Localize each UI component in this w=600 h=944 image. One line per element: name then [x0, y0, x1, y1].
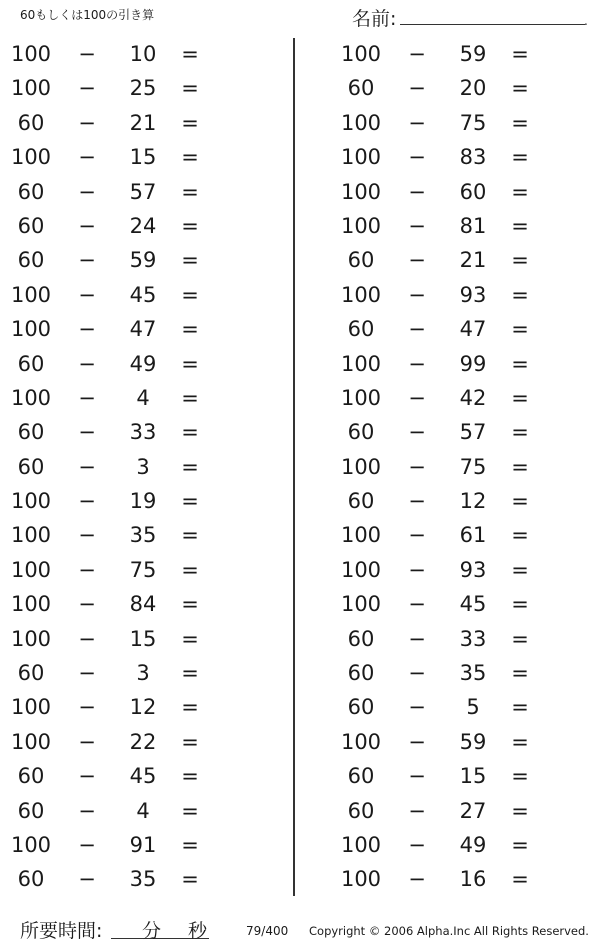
minuend: 100: [340, 729, 382, 754]
name-label: 名前:: [352, 8, 397, 30]
minuend: 100: [10, 832, 52, 857]
minuend: 100: [340, 351, 382, 376]
problem-row: [0, 175, 250, 209]
copyright-notice: Copyright © 2006 Alpha.Inc All Rights Reserved.: [309, 924, 589, 938]
problem-row: [0, 587, 250, 621]
equals-sign: =: [511, 661, 529, 686]
problem-row: [330, 106, 580, 140]
problem-row: [0, 37, 250, 71]
problem-row: [0, 415, 250, 449]
equals-sign: =: [511, 76, 529, 101]
problem-row: [330, 278, 580, 312]
problem-row: [330, 37, 580, 71]
minuend: 100: [340, 179, 382, 204]
subtrahend: 59: [459, 42, 487, 66]
equals-sign: =: [181, 661, 199, 686]
minuend: 100: [340, 42, 382, 66]
subtrahend: 16: [459, 867, 487, 892]
minus-sign: −: [408, 626, 426, 651]
subtrahend: 3: [136, 661, 150, 686]
minus-sign: −: [408, 213, 426, 238]
problem-row: [330, 656, 580, 690]
problem-row: [0, 656, 250, 690]
subtrahend: 21: [129, 110, 157, 135]
equals-sign: =: [511, 110, 529, 135]
equals-sign: =: [511, 351, 529, 376]
subtrahend: 33: [129, 420, 157, 445]
problem-column-right: [330, 37, 580, 897]
equals-sign: =: [511, 420, 529, 445]
subtrahend: 59: [129, 248, 157, 273]
equals-sign: =: [181, 764, 199, 789]
time-label: 所要時間:: [20, 920, 103, 942]
problem-row: [330, 725, 580, 759]
minuend: 100: [10, 145, 52, 170]
minus-sign: −: [78, 695, 96, 720]
problem-row: [330, 553, 580, 587]
minus-sign: −: [78, 42, 96, 66]
problem-row: [330, 175, 580, 209]
minuend: 100: [10, 626, 52, 651]
problem-row: [0, 553, 250, 587]
minus-sign: −: [408, 867, 426, 892]
minus-sign: −: [408, 145, 426, 170]
minuend: 100: [10, 695, 52, 720]
minus-sign: −: [78, 592, 96, 617]
minus-sign: −: [78, 729, 96, 754]
minuend: 60: [347, 798, 375, 823]
equals-sign: =: [181, 832, 199, 857]
minus-sign: −: [408, 729, 426, 754]
problem-row: [0, 278, 250, 312]
problem-row: [0, 862, 250, 896]
equals-sign: =: [181, 557, 199, 582]
equals-sign: =: [511, 317, 529, 342]
minuend: 100: [10, 729, 52, 754]
equals-sign: =: [181, 454, 199, 479]
worksheet-title: 60もしくは100の引き算: [20, 8, 155, 22]
minus-sign: −: [78, 145, 96, 170]
equals-sign: =: [511, 764, 529, 789]
minuend: 60: [17, 248, 45, 273]
minuend: 100: [340, 213, 382, 238]
equals-sign: =: [511, 385, 529, 410]
minuend: 60: [347, 76, 375, 101]
equals-sign: =: [181, 351, 199, 376]
minus-sign: −: [78, 523, 96, 548]
equals-sign: =: [511, 454, 529, 479]
problem-row: [0, 347, 250, 381]
minuend: 100: [340, 110, 382, 135]
problem-row: [330, 794, 580, 828]
minutes-unit: 分: [142, 920, 162, 942]
minus-sign: −: [78, 76, 96, 101]
equals-sign: =: [181, 626, 199, 651]
subtrahend: 27: [459, 798, 487, 823]
subtrahend: 61: [459, 523, 487, 548]
minuend: 60: [347, 248, 375, 273]
minuend: 100: [340, 385, 382, 410]
minuend: 100: [340, 832, 382, 857]
problem-row: [330, 243, 580, 277]
equals-sign: =: [181, 213, 199, 238]
subtrahend: 93: [459, 557, 487, 582]
minuend: 100: [10, 317, 52, 342]
minuend: 100: [340, 454, 382, 479]
subtrahend: 35: [459, 661, 487, 686]
problem-row: [330, 587, 580, 621]
minus-sign: −: [78, 626, 96, 651]
minus-sign: −: [408, 489, 426, 514]
equals-sign: =: [511, 729, 529, 754]
minus-sign: −: [408, 764, 426, 789]
problem-row: [0, 794, 250, 828]
equals-sign: =: [511, 867, 529, 892]
problem-row: [0, 312, 250, 346]
problem-row: [0, 622, 250, 656]
equals-sign: =: [181, 385, 199, 410]
problem-row: [330, 450, 580, 484]
equals-sign: =: [511, 145, 529, 170]
problem-row: [0, 725, 250, 759]
equals-sign: =: [511, 592, 529, 617]
equals-sign: =: [511, 282, 529, 307]
subtrahend: 84: [129, 592, 157, 617]
minuend: 100: [340, 282, 382, 307]
minuend: 60: [17, 867, 45, 892]
minuend: 60: [347, 489, 375, 514]
problem-row: [0, 828, 250, 862]
minus-sign: −: [78, 832, 96, 857]
subtrahend: 57: [129, 179, 157, 204]
equals-sign: =: [181, 179, 199, 204]
minus-sign: −: [408, 179, 426, 204]
minuend: 100: [10, 76, 52, 101]
problem-row: [330, 312, 580, 346]
minus-sign: −: [408, 695, 426, 720]
problem-row: [330, 690, 580, 724]
minus-sign: −: [408, 110, 426, 135]
minus-sign: −: [78, 798, 96, 823]
minus-sign: −: [78, 179, 96, 204]
equals-sign: =: [511, 42, 529, 66]
subtrahend: 10: [129, 42, 157, 66]
equals-sign: =: [511, 695, 529, 720]
minus-sign: −: [78, 213, 96, 238]
name-underline: [400, 24, 585, 25]
subtrahend: 47: [129, 317, 157, 342]
equals-sign: =: [511, 832, 529, 857]
minus-sign: −: [78, 282, 96, 307]
subtrahend: 15: [129, 145, 157, 170]
equals-sign: =: [181, 867, 199, 892]
subtrahend: 57: [459, 420, 487, 445]
minuend: 100: [10, 385, 52, 410]
problem-row: [330, 759, 580, 793]
problem-row: [330, 347, 580, 381]
minuend: 100: [10, 557, 52, 582]
equals-sign: =: [181, 592, 199, 617]
minuend: 100: [10, 489, 52, 514]
minuend: 60: [347, 764, 375, 789]
equals-sign: =: [181, 798, 199, 823]
subtrahend: 75: [459, 454, 487, 479]
problem-row: [330, 140, 580, 174]
minus-sign: −: [78, 661, 96, 686]
equals-sign: =: [181, 489, 199, 514]
problem-row: [0, 381, 250, 415]
minuend: 100: [10, 523, 52, 548]
minuend: 60: [17, 351, 45, 376]
subtrahend: 33: [459, 626, 487, 651]
problem-row: [0, 759, 250, 793]
problem-row: [0, 140, 250, 174]
subtrahend: 5: [466, 695, 480, 720]
problem-row: [0, 209, 250, 243]
subtrahend: 47: [459, 317, 487, 342]
minuend: 60: [347, 317, 375, 342]
minus-sign: −: [78, 764, 96, 789]
subtrahend: 12: [459, 489, 487, 514]
minuend: 60: [17, 661, 45, 686]
equals-sign: =: [181, 523, 199, 548]
subtrahend: 4: [136, 385, 150, 410]
minuend: 60: [17, 420, 45, 445]
problem-row: [0, 484, 250, 518]
equals-sign: =: [181, 42, 199, 66]
minus-sign: −: [408, 42, 426, 66]
minus-sign: −: [78, 317, 96, 342]
minuend: 60: [347, 661, 375, 686]
minus-sign: −: [78, 385, 96, 410]
subtrahend: 25: [129, 76, 157, 101]
minus-sign: −: [408, 523, 426, 548]
equals-sign: =: [511, 557, 529, 582]
minuend: 60: [17, 454, 45, 479]
minus-sign: −: [408, 248, 426, 273]
minus-sign: −: [408, 454, 426, 479]
subtrahend: 99: [459, 351, 487, 376]
subtrahend: 35: [129, 523, 157, 548]
minuend: 60: [347, 626, 375, 651]
minus-sign: −: [408, 592, 426, 617]
subtrahend: 60: [459, 179, 487, 204]
problem-row: [0, 450, 250, 484]
problem-row: [330, 381, 580, 415]
page-number: 79/400: [246, 924, 289, 938]
subtrahend: 4: [136, 798, 150, 823]
subtrahend: 42: [459, 385, 487, 410]
minuend: 60: [347, 420, 375, 445]
subtrahend: 3: [136, 454, 150, 479]
minus-sign: −: [78, 351, 96, 376]
minus-sign: −: [408, 385, 426, 410]
minus-sign: −: [78, 489, 96, 514]
equals-sign: =: [511, 626, 529, 651]
minus-sign: −: [78, 557, 96, 582]
problem-column-left: [0, 37, 250, 897]
problem-row: [0, 690, 250, 724]
minus-sign: −: [408, 832, 426, 857]
seconds-unit: 秒: [188, 920, 208, 942]
subtrahend: 49: [129, 351, 157, 376]
name-dot: .: [584, 14, 588, 28]
minuend: 100: [340, 557, 382, 582]
column-divider: [293, 38, 295, 896]
subtrahend: 75: [459, 110, 487, 135]
subtrahend: 59: [459, 729, 487, 754]
problem-row: [330, 622, 580, 656]
problem-row: [0, 243, 250, 277]
minuend: 100: [340, 867, 382, 892]
minuend: 100: [340, 145, 382, 170]
problem-row: [330, 484, 580, 518]
problem-row: [330, 415, 580, 449]
minus-sign: −: [408, 420, 426, 445]
minus-sign: −: [408, 317, 426, 342]
minuend: 100: [340, 523, 382, 548]
minuend: 100: [10, 282, 52, 307]
subtrahend: 20: [459, 76, 487, 101]
equals-sign: =: [181, 420, 199, 445]
subtrahend: 12: [129, 695, 157, 720]
equals-sign: =: [181, 248, 199, 273]
minuend: 60: [17, 213, 45, 238]
minuend: 60: [17, 110, 45, 135]
problem-row: [0, 106, 250, 140]
minus-sign: −: [408, 76, 426, 101]
problem-row: [330, 209, 580, 243]
equals-sign: =: [511, 179, 529, 204]
minuend: 100: [10, 42, 52, 66]
minuend: 100: [340, 592, 382, 617]
minus-sign: −: [78, 248, 96, 273]
minus-sign: −: [408, 661, 426, 686]
equals-sign: =: [181, 145, 199, 170]
problem-row: [330, 518, 580, 552]
subtrahend: 45: [129, 764, 157, 789]
problem-row: [330, 862, 580, 896]
minuend: 100: [10, 592, 52, 617]
subtrahend: 24: [129, 213, 157, 238]
minus-sign: −: [408, 798, 426, 823]
equals-sign: =: [511, 489, 529, 514]
problem-row: [330, 71, 580, 105]
subtrahend: 21: [459, 248, 487, 273]
minus-sign: −: [408, 351, 426, 376]
equals-sign: =: [181, 317, 199, 342]
equals-sign: =: [181, 110, 199, 135]
equals-sign: =: [511, 248, 529, 273]
minus-sign: −: [78, 420, 96, 445]
equals-sign: =: [181, 282, 199, 307]
minuend: 60: [17, 764, 45, 789]
subtrahend: 45: [459, 592, 487, 617]
subtrahend: 75: [129, 557, 157, 582]
equals-sign: =: [181, 695, 199, 720]
subtrahend: 93: [459, 282, 487, 307]
subtrahend: 45: [129, 282, 157, 307]
minus-sign: −: [408, 557, 426, 582]
minus-sign: −: [78, 867, 96, 892]
minuend: 60: [17, 179, 45, 204]
minus-sign: −: [78, 454, 96, 479]
minuend: 60: [17, 798, 45, 823]
problem-row: [0, 71, 250, 105]
equals-sign: =: [181, 76, 199, 101]
problem-row: [0, 518, 250, 552]
subtrahend: 19: [129, 489, 157, 514]
subtrahend: 15: [459, 764, 487, 789]
equals-sign: =: [511, 213, 529, 238]
problem-row: [330, 828, 580, 862]
subtrahend: 83: [459, 145, 487, 170]
subtrahend: 35: [129, 867, 157, 892]
subtrahend: 49: [459, 832, 487, 857]
equals-sign: =: [511, 798, 529, 823]
subtrahend: 91: [129, 832, 157, 857]
subtrahend: 81: [459, 213, 487, 238]
minus-sign: −: [408, 282, 426, 307]
minuend: 60: [347, 695, 375, 720]
subtrahend: 15: [129, 626, 157, 651]
minus-sign: −: [78, 110, 96, 135]
subtrahend: 22: [129, 729, 157, 754]
equals-sign: =: [181, 729, 199, 754]
equals-sign: =: [511, 523, 529, 548]
